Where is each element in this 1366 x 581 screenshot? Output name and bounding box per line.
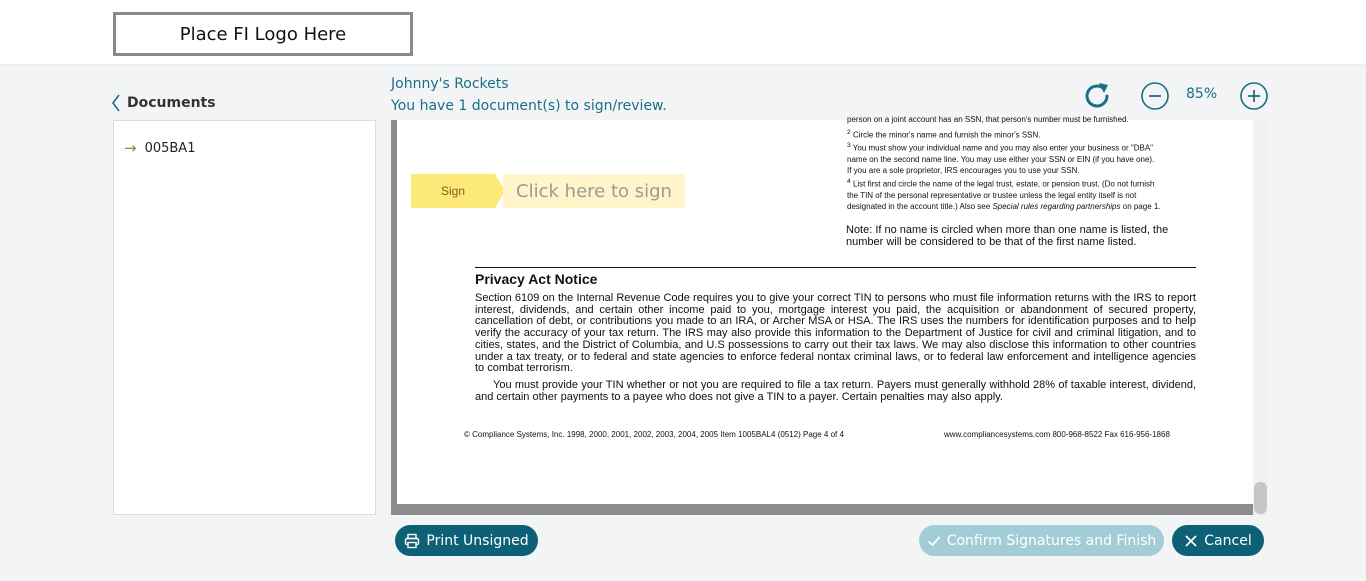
privacy-act-paragraph-2: You must provide your TIN whether or not you are required to file a tax return. Payers must generally withhold 28% of taxable interest, dividend, and certain other payments to a payee who does not give a TIN to a payer. Certain penalties may also apply. xyxy=(475,379,1196,403)
pdf-footer-copyright: © Compliance Systems, Inc. 1998, 2000, 2001, 2002, 2003, 2004, 2005 Item 1005BAL4 (0512) Page 4 of 4 xyxy=(464,430,844,439)
pdf-note-3 xyxy=(847,140,1227,176)
privacy-act-paragraph: Section 6109 on the Internal Revenue Code requires you to give your correct TIN to persons who must file information returns with the IRS to report interest, dividends, and certain other income paid to you, mortgage interest you paid, the acquisition or abandonment of secured property, cancellation of debt, or contributions you made to an IRA, or Archer MSA or HSA. The IRS uses the numbers for identification purposes and to help verify the accuracy of your tax return. The IRS may also provide this information to the Department of Justice for civil and criminal litigation, and to cities, states, and the District of Columbia, and U.S possessions to carry out their tax laws. We may also disclose this information to other countries under a tax treaty, or to federal and state agencies to enforce federal nontax criminal laws, or to federal law enforcement and intelligence agencies to combat terrorism. xyxy=(475,292,1196,375)
document-viewer[interactable] xyxy=(391,115,1253,515)
chevron-left-icon xyxy=(111,93,121,113)
viewer-scrollbar[interactable] xyxy=(1253,120,1267,515)
top-bar xyxy=(0,0,1366,64)
pdf-note-4-emphasis: Special rules regarding partnerships xyxy=(992,201,1121,211)
pdf-note-2-text: Circle the minor's name and furnish the minor's SSN. xyxy=(852,130,1041,140)
pdf-note-4 xyxy=(847,176,1227,212)
print-unsigned-label: Print Unsigned xyxy=(426,532,529,549)
printer-icon xyxy=(404,533,420,549)
pdf-note-4-line: List first and circle the name of the legal trust, estate, or pension trust. (Do not furnish xyxy=(852,179,1155,189)
zoom-out-icon[interactable] xyxy=(1140,81,1170,111)
pdf-footnote-number: 4 xyxy=(847,178,851,185)
fi-logo-placeholder: Place FI Logo Here xyxy=(113,12,413,56)
arrow-right-icon: → xyxy=(124,139,137,157)
pdf-note-3-line: If you are a sole proprietor, IRS encourages you to use your SSN. xyxy=(847,165,1080,175)
company-name: Johnny's Rockets xyxy=(391,76,509,92)
cancel-label: Cancel xyxy=(1204,532,1252,549)
sign-tag[interactable]: Sign xyxy=(411,174,495,208)
documents-back-link[interactable] xyxy=(111,93,216,113)
zoom-level: 85% xyxy=(1186,86,1218,102)
pdf-note-4-line: the TIN of the personal representative or trustee unless the legal entity itself is not xyxy=(847,190,1137,200)
pdf-footer-contact: www.compliancesystems.com 800-968-8522 Fax 616-956-1868 xyxy=(944,430,1170,439)
pdf-note-3-line: You must show your individual name and you may also enter your business or "DBA" xyxy=(852,143,1153,153)
pdf-name-note-line: Note: If no name is circled when more than one name is listed, the xyxy=(846,224,1169,236)
refresh-icon[interactable] xyxy=(1081,80,1113,112)
close-icon xyxy=(1184,534,1198,548)
pdf-note-4-line: on page 1. xyxy=(1120,201,1161,211)
document-list xyxy=(113,120,376,515)
pdf-note-2 xyxy=(847,127,1227,141)
pdf-footnote-number: 2 xyxy=(847,129,851,136)
documents-to-sign-message: You have 1 document(s) to sign/review. xyxy=(391,98,667,114)
pdf-name-note-line: number will be considered to be that of the first name listed. xyxy=(846,236,1137,248)
viewer-scrollbar-thumb[interactable] xyxy=(1254,482,1267,514)
pdf-name-note xyxy=(846,224,1226,248)
documents-label: Documents xyxy=(127,95,216,111)
document-item-005ba1[interactable] xyxy=(124,139,195,157)
confirm-signatures-label: Confirm Signatures and Finish xyxy=(946,532,1157,549)
print-unsigned-button[interactable] xyxy=(395,525,538,556)
pdf-note-line: person on a joint account has an SSN, that person's number must be furnished. xyxy=(847,115,1129,124)
pdf-note-4-line: designated in the account title.) Also see xyxy=(847,201,993,211)
cancel-button[interactable] xyxy=(1172,525,1264,556)
privacy-act-title: Privacy Act Notice xyxy=(475,271,598,287)
checkmark-icon xyxy=(927,534,941,548)
click-here-to-sign[interactable]: Click here to sign xyxy=(503,174,685,208)
confirm-signatures-button[interactable] xyxy=(919,525,1164,556)
pdf-footnote-number: 3 xyxy=(847,142,851,149)
document-name: 005BA1 xyxy=(144,140,196,156)
pdf-note-3-line: name on the second name line. You may use either your SSN or EIN (if you have one). xyxy=(847,154,1155,164)
pdf-divider xyxy=(475,267,1196,268)
zoom-in-icon[interactable] xyxy=(1239,81,1269,111)
